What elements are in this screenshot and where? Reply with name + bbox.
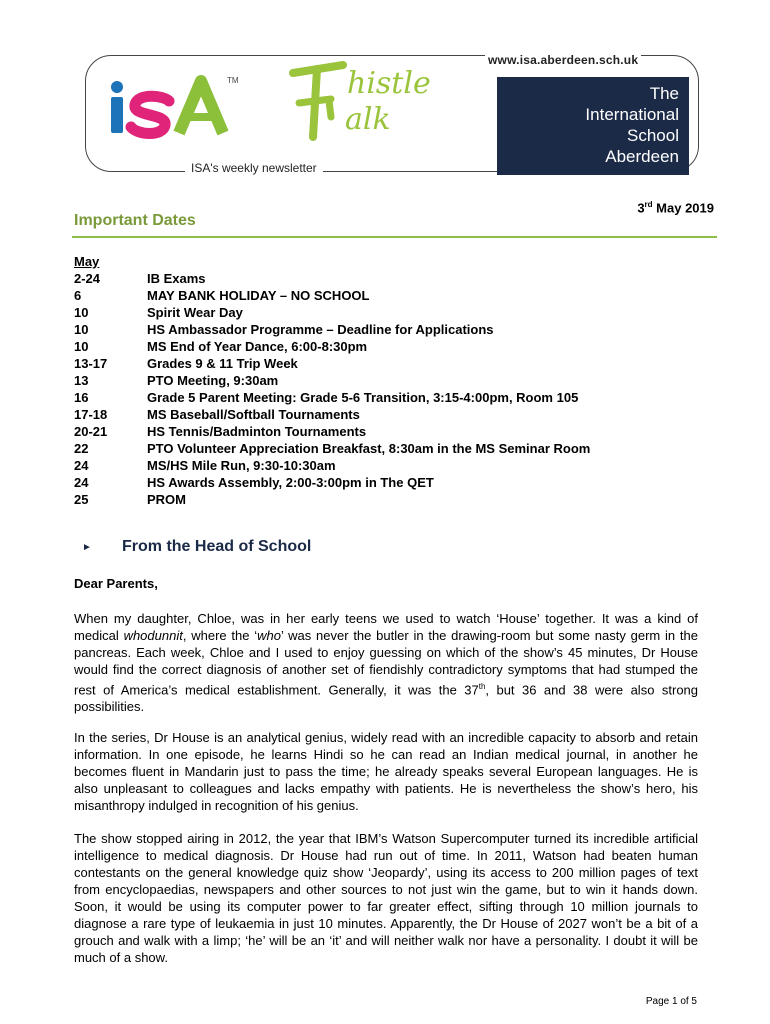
caret-right-icon: ►	[82, 541, 92, 553]
trademark-mark: TM	[227, 76, 239, 85]
month-label: May	[74, 254, 100, 269]
event-text: PTO Meeting, 9:30am	[147, 373, 279, 388]
date-row	[74, 355, 590, 372]
date-row	[74, 321, 590, 338]
important-dates-list	[74, 253, 590, 508]
issue-date: 3rd May 2019	[637, 200, 714, 216]
school-url[interactable]: www.isa.aberdeen.sch.uk	[485, 53, 641, 67]
date-value: 20-21	[74, 424, 108, 439]
date-row	[74, 474, 590, 491]
newsletter-header	[85, 55, 697, 185]
event-text: PROM	[147, 492, 186, 507]
date-value: 6	[74, 288, 82, 303]
thistle-talk-logo	[285, 59, 475, 141]
date-row	[74, 338, 590, 355]
newsletter-tagline: ISA's weekly newsletter	[185, 161, 323, 175]
date-value: 24	[74, 475, 89, 490]
event-text: MS/HS Mile Run, 9:30-10:30am	[147, 458, 336, 473]
school-name-box	[497, 77, 689, 175]
date-value: 10	[74, 339, 89, 354]
event-text: PTO Volunteer Appreciation Breakfast, 8:30am in the MS Seminar Room	[147, 441, 591, 456]
date-row	[74, 423, 590, 440]
thistle-word: histle	[347, 66, 431, 101]
paragraph: The show stopped airing in 2012, the year that IBM’s Watson Supercomputer turned its incredible artificial intelligence to medical diagnosis. Dr House had run out of time. In 2011, Watson had beaten human contestants on the general knowledge quiz show ‘Jeopardy’, using its access to 200 million pages of text from encyclopaedias, newspapers and other sources to not just win the game, but to win it hands down. Soon, it would be using its computer power to far greater effect, sifting through 10 million journals to diagnose a rare type of leukaemia in just 10 minutes. Apparently, the Dr House of 2027 won’t be a bit of a grouch and walk with a limp; ‘he’ will be an ‘it’ and will neither walk nor have a personality. I doubt it will be much of a show.	[74, 831, 698, 965]
talk-word: alk	[345, 102, 391, 137]
heading-rule	[72, 236, 717, 238]
date-row	[74, 406, 590, 423]
important-dates-heading: Important Dates	[74, 212, 196, 229]
event-text: Grades 9 & 11 Trip Week	[147, 356, 298, 371]
isa-logo	[103, 71, 243, 141]
school-name-line: International	[585, 105, 679, 124]
date-row	[74, 457, 590, 474]
date-row	[74, 304, 590, 321]
date-row	[74, 287, 590, 304]
date-value: 25	[74, 492, 89, 507]
date-value: 22	[74, 441, 89, 456]
date-row	[74, 491, 590, 508]
head-of-school-heading: ► From the Head of School	[82, 538, 312, 555]
date-value: 10	[74, 322, 89, 337]
date-value: 16	[74, 390, 89, 405]
event-text: HS Tennis/Badminton Tournaments	[147, 424, 367, 439]
paragraph: When my daughter, Chloe, was in her early teens we used to watch ‘House’ together. It was a kind of medical whodunnit, where the ‘who’ was never the butler in the drawing-room but some nasty germ in the pancreas. Each week, Chloe and I used to enjoy guessing on which of the show’s 45 minutes, Dr House would find the correct diagnosis of another set of fiendishly contradictory symptoms that had stumped the rest of America’s medical establishment. Generally, it was the 37th, but 36 and 38 were also strong possibilities.	[74, 611, 699, 715]
date-value: 13	[74, 373, 89, 388]
date-value: 13-17	[74, 356, 108, 371]
greeting: Dear Parents,	[74, 576, 158, 591]
page-number: Page 1 of 5	[645, 996, 697, 1007]
event-text: HS Ambassador Programme – Deadline for Applications	[147, 322, 494, 337]
event-text: HS Awards Assembly, 2:00-3:00pm in The QET	[147, 475, 434, 490]
event-text: MAY BANK HOLIDAY – NO SCHOOL	[147, 288, 370, 303]
date-row	[74, 270, 590, 287]
date-row	[74, 372, 590, 389]
date-value: 24	[74, 458, 89, 473]
date-value: 2-24	[74, 271, 101, 286]
school-name-line: School	[627, 126, 679, 145]
event-text: Spirit Wear Day	[147, 305, 243, 320]
event-text: MS Baseball/Softball Tournaments	[147, 407, 360, 422]
date-row	[74, 389, 590, 406]
date-value: 17-18	[74, 407, 108, 422]
paragraph: In the series, Dr House is an analytical genius, widely read with an incredible capacity to absorb and retain information. In one episode, he learns Hindi so he can read an Indian medical journal, in another he becomes fluent in Mandarin just to pass the time; he already speaks several European languages. He is also unpleasant to colleagues and lacks empathy with patients. He is nevertheless the show’s hero, his misanthropy indulged in recognition of his genius.	[74, 730, 698, 813]
date-value: 10	[74, 305, 89, 320]
event-text: IB Exams	[147, 271, 206, 286]
date-row	[74, 440, 590, 457]
school-name-line: Aberdeen	[605, 147, 679, 166]
event-text: MS End of Year Dance, 6:00-8:30pm	[147, 339, 368, 354]
school-name-line: The	[649, 84, 679, 103]
event-text: Grade 5 Parent Meeting: Grade 5-6 Transition, 3:15-4:00pm, Room 105	[147, 390, 579, 405]
